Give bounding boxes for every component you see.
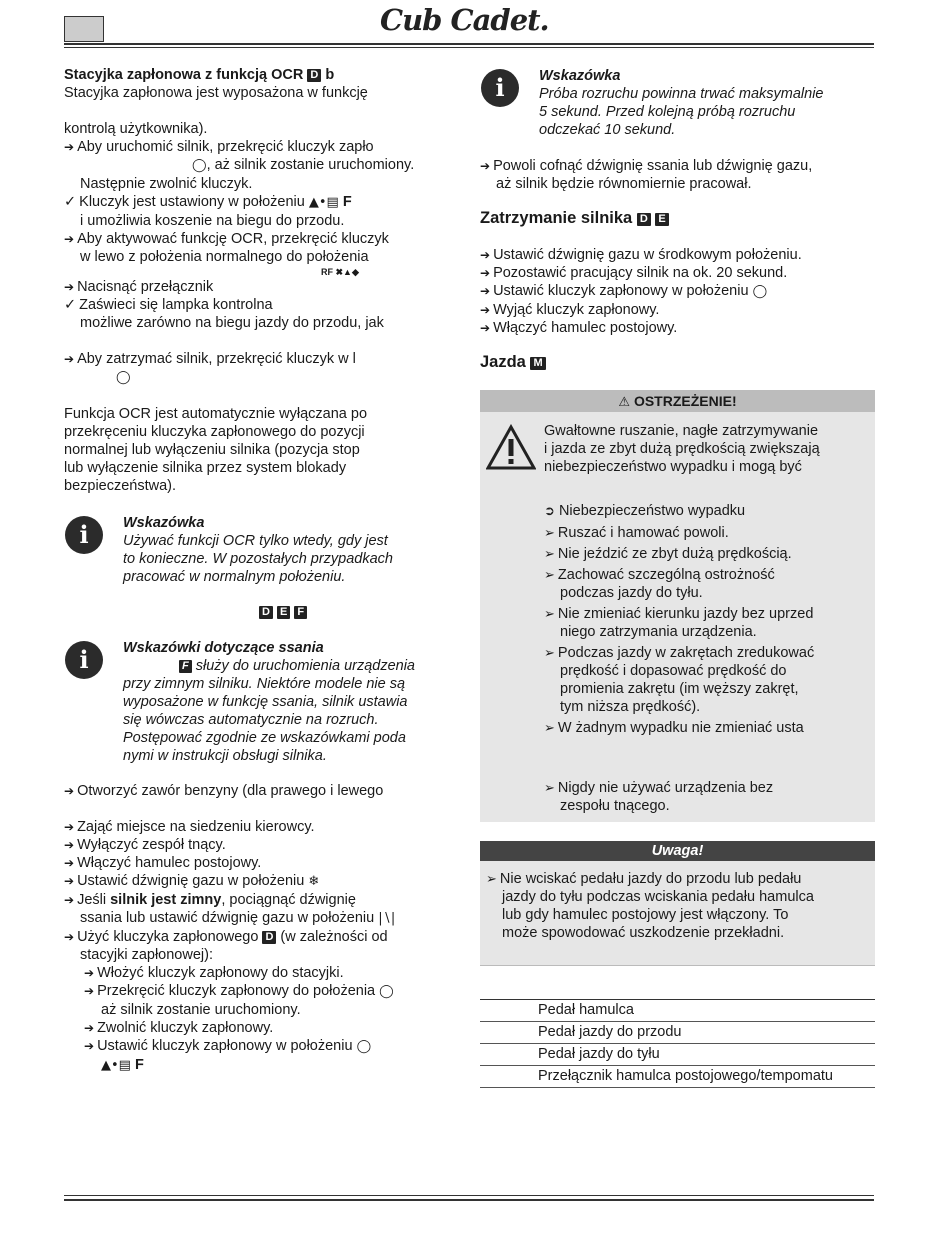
text-line: możliwe zarówno na biegu jazdy do przodu, jak	[80, 315, 384, 331]
warning-item: ➢ Nie zmieniać kierunku jazdy bez uprzed	[544, 605, 874, 623]
warning-item: ➢ Zachować szczególną ostrożność	[544, 566, 874, 584]
footer-rule-thin	[64, 1195, 874, 1196]
text-line: kontrolą użytkownika).	[64, 121, 208, 137]
caution-text: ➢ Nie wciskać pedału jazdy do przodu lub pedału jazdy do tyłu podczas wciskania pedału hamulca lub gdy hamulec postojowy jest włączony. To może spowodować uszkodzenie przekładni.	[480, 861, 875, 942]
warning-text: Gwałtowne ruszanie, nagłe zatrzymywanie i jazda ze zbyt dużą prędkością zwiększają niebezpieczeństwo wypadku i mogą być	[544, 423, 820, 475]
step-press-switch: ➔ Nacisnąć przełącznik	[64, 278, 459, 296]
mower-forward-icon: ▲•▤	[101, 1058, 131, 1073]
brand-logo	[380, 4, 570, 36]
sub-step: ➔ Przekręcić kluczyk zapłonowy do położenia ◯	[64, 982, 459, 1001]
ocr-paragraph: Funkcja OCR jest automatycznie wyłączana po przekręceniu kluczyka zapłonowego do pozycji normalnej lub wyłączeniu silnika (pozycja stop lub wyłączenie silnika przez system blokady bezpieczeństwa).	[64, 406, 368, 494]
note-title: Wskazówka	[539, 68, 621, 84]
stop-steps	[480, 246, 875, 337]
info-icon: i	[481, 69, 519, 107]
step: ➔ Jeśli silnik jest zimny, pociągnąć dźwignię	[64, 891, 459, 909]
step: ➔ Wyłączyć zespół tnący.	[64, 836, 459, 854]
step: ➔ Włączyć hamulec postojowy.	[64, 854, 459, 872]
text-line: w lewo z położenia normalnego do położenia	[80, 249, 369, 265]
sub-step: ➔ Zwolnić kluczyk zapłonowy.	[64, 1019, 459, 1037]
text-line	[64, 368, 459, 387]
check-key-position: ✓ Kluczyk jest ustawiony w położeniu ▲•▤ F	[64, 193, 459, 212]
warning-item: ➢ Podczas jazdy w zakrętach zredukować	[544, 644, 874, 662]
warning-item: ➢ W żadnym wypadku nie zmieniać usta	[544, 719, 874, 737]
step-start-engine: ➔ Aby uruchomić silnik, przekręcić kluczyk zapło	[64, 138, 459, 156]
table-row: Pedał hamulca	[480, 1000, 875, 1022]
note-choke: Wskazówki dotyczące ssania F służy do uruchomienia urządzenia przy zimnym silniku. Niektóre modele nie są wyposażone w funkcję ssania, silnik ustawia się wówczas automatycznie na rozruch. Postępować zgodnie ze wskazówkami poda nymi w instrukcji obsługi silnika.	[123, 639, 463, 765]
throttle-start-icon: |∖|	[378, 911, 396, 926]
key-start-icon: ◯	[192, 158, 207, 173]
step: ➔ Użyć kluczyka zapłonowego D (w zależności od	[64, 928, 459, 946]
header-rule-thin	[64, 47, 874, 48]
step: ➔ Włączyć hamulec postojowy.	[480, 319, 875, 337]
warning-triangle-icon: ⚠	[618, 395, 631, 410]
check-lamp: ✓ Zaświeci się lampka kontrolna	[64, 296, 459, 314]
step: ➔ Otworzyć zawór benzyny (dla prawego i lewego	[64, 782, 459, 800]
step-stop-engine: ➔ Aby zatrzymać silnik, przekręcić kluczyk w l	[64, 350, 459, 368]
sub-step: ➔ Włożyć kluczyk zapłonowy do stacyjki.	[64, 964, 459, 982]
key-start-icon: ◯	[379, 984, 394, 999]
section-title-stop: Zatrzymanie silnika D E	[480, 208, 669, 228]
text-line: ▲•▤ F	[101, 1057, 144, 1073]
warning-header: ⚠ OSTRZEŻENIE!	[480, 390, 875, 412]
left-column	[64, 66, 459, 495]
stop-key-icon: ◯	[752, 284, 768, 299]
sub-step: ➔ Ustawić kluczyk zapłonowy w położeniu ◯	[64, 1037, 459, 1056]
text-line: stacyjki zapłonowej):	[80, 947, 213, 963]
caution-box	[480, 841, 875, 966]
note-title: Wskazówki dotyczące ssania	[123, 640, 324, 656]
table-row: Pedał jazdy do przodu	[480, 1022, 875, 1044]
warning-item: ➢ Nigdy nie używać urządzenia bez	[544, 779, 874, 797]
pedal-table	[480, 999, 875, 1088]
warning-list: ➲ Niebezpieczeństwo wypadku ➢ Ruszać i hamować powoli. ➢ Nie jeździć ze zbyt dużą prędkością. ➢ Zachować szczególną ostrożność podczas jazdy do tyłu. ➢ Nie zmieniać kierunku jazdy bez uprzed niego zatrzymania urządzenia. ➢ Podczas jazdy w zakrętach zredukować prędkość i dopasować prędkość do promienia zakrętu (im węższy zakręt, tym niższa prędkość). ➢ W żadnym wypadku nie zmieniać usta ➢ Nigdy nie używać urządzenia bez zespołu tnącego.	[544, 502, 874, 815]
text-line: i umożliwia koszenie na biegu do przodu.	[80, 213, 345, 229]
note-start-duration: Wskazówka Próba rozruchu powinna trwać maksymalnie 5 sekund. Przed kolejną próbą rozruchu odczekać 10 sekund.	[539, 67, 879, 139]
throttle-choke-icon: ❄	[308, 874, 320, 889]
warning-box	[480, 390, 875, 822]
table-row: Przełącznik hamulca postojowego/tempomatu	[480, 1066, 875, 1088]
warning-large-icon	[486, 424, 536, 470]
warning-item: ➢ Ruszać i hamować powoli.	[544, 524, 874, 542]
page-number-box	[64, 16, 104, 42]
badge-f: F	[179, 660, 192, 673]
step: ➔ Zająć miejsce na siedzeniu kierowcy.	[64, 818, 459, 836]
mower-forward-icon: ▲•▤	[308, 195, 339, 210]
hazard-line: ➲ Niebezpieczeństwo wypadku	[544, 503, 746, 519]
start-steps	[64, 782, 459, 1075]
step: ➔ Powoli cofnąć dźwignię ssania lub dźwignię gazu,	[480, 157, 875, 175]
info-icon: i	[65, 641, 103, 679]
text-line: Następnie zwolnić kluczyk.	[80, 176, 253, 192]
header-rule	[64, 43, 874, 45]
step: ➔ Ustawić dźwignię gazu w położeniu ❄	[64, 872, 459, 891]
text-line: ssania lub ustawić dźwignię gazu w położeniu |∖|	[80, 910, 396, 926]
table-row: Pedał jazdy do tyłu	[480, 1044, 875, 1066]
ocr-position-icon: RF ✖▲◆	[321, 267, 359, 277]
warning-item: ➢ Nie jeździć ze zbyt dużą prędkością.	[544, 545, 874, 563]
info-icon: i	[65, 516, 103, 554]
note-ocr: Wskazówka Używać funkcji OCR tylko wtedy, gdy jest to konieczne. W pozostałych przypadkach pracować w normalnym położeniu.	[123, 514, 463, 586]
section-title-drive: Jazda M	[480, 352, 546, 372]
caution-header: Uwaga!	[480, 841, 875, 861]
badge-d: D	[307, 69, 321, 82]
key-run-icon: ◯	[356, 1039, 372, 1054]
note-title: Wskazówka	[123, 515, 205, 531]
text-line: Stacyjka zapłonowa jest wyposażona w funkcję	[64, 85, 368, 101]
stop-key-icon: ◯	[116, 370, 131, 385]
step: ➔ Pozostawić pracujący silnik na ok. 20 sekund.	[480, 264, 875, 282]
footer-rule	[64, 1199, 874, 1201]
step: ➔ Ustawić kluczyk zapłonowy w położeniu ◯	[480, 282, 875, 301]
step: ➔ Ustawić dźwignię gazu w środkowym położeniu.	[480, 246, 875, 264]
after-note-steps: ➔ Powoli cofnąć dźwignię ssania lub dźwignię gazu, aż silnik będzie równomiernie pracował.	[480, 157, 875, 193]
brand-name: Cub Cadet.	[380, 3, 549, 37]
step-activate-ocr: ➔ Aby aktywować funkcję OCR, przekręcić kluczyk	[64, 230, 459, 248]
text-line: ◯, aż silnik zostanie uruchomiony.	[192, 157, 415, 173]
text-line: aż silnik zostanie uruchomiony.	[101, 1002, 301, 1018]
badge-group-def: D E F	[259, 603, 307, 621]
section-title-ignition: Stacyjka zapłonowa z funkcją OCR D b	[64, 67, 335, 83]
step: ➔ Wyjąć kluczyk zapłonowy.	[480, 301, 875, 319]
